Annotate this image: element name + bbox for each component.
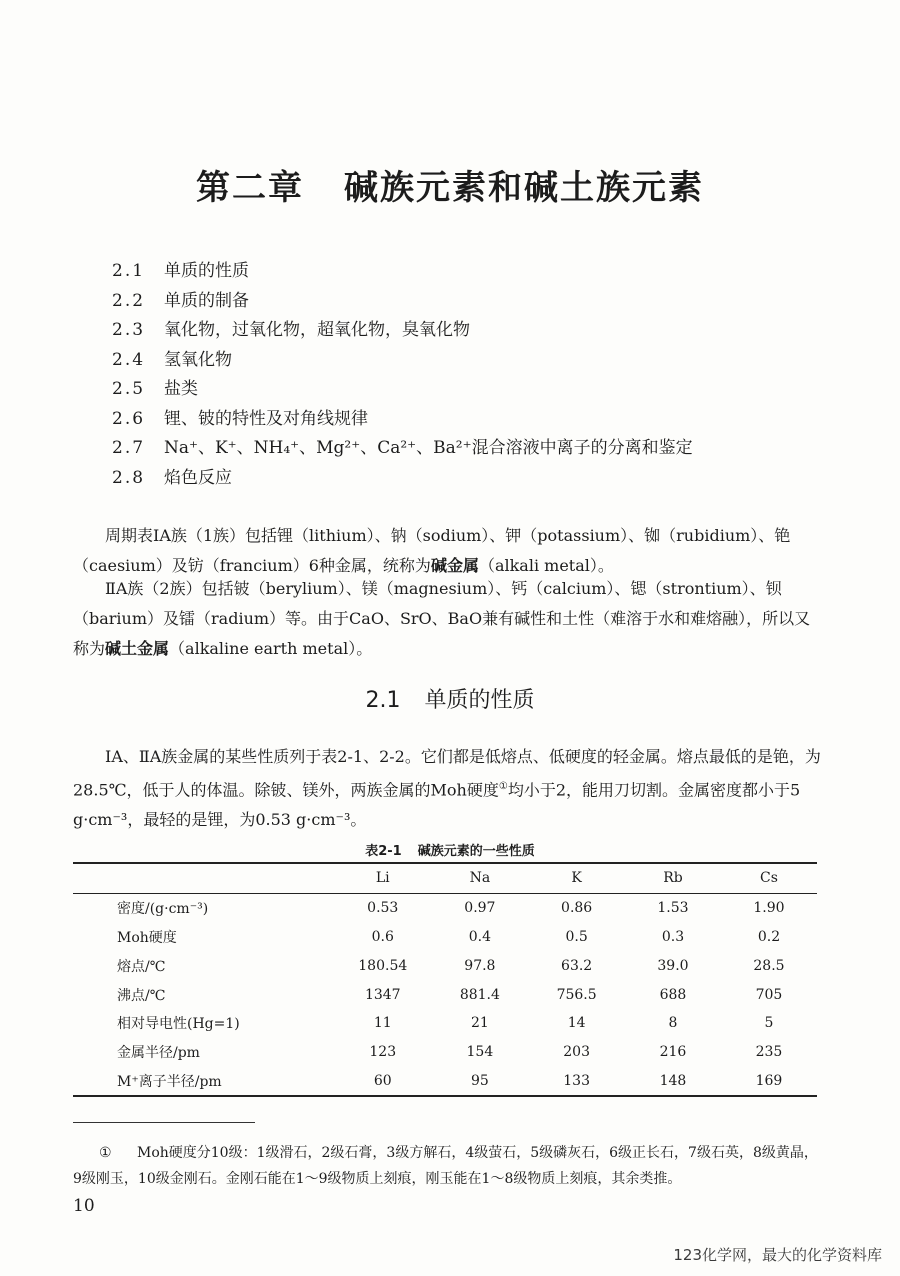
properties-table (73, 862, 817, 1097)
column-header: Na (469, 870, 491, 887)
table-cell: 148 (659, 1072, 687, 1089)
table-row (73, 923, 817, 952)
column-header: Li (375, 870, 390, 887)
toc-number: 2.1 (112, 261, 146, 281)
table-row (73, 1067, 817, 1097)
table-cell: 169 (755, 1072, 783, 1089)
toc-number: 2.7 (112, 438, 146, 458)
term-alkali-metal: 碱金属 (430, 556, 479, 575)
table-cell: 0.3 (661, 928, 685, 945)
table-cell: 0.86 (561, 900, 593, 917)
row-label: 熔点/℃ (117, 958, 166, 975)
toc-number: 2.5 (112, 379, 146, 399)
toc-text: Na⁺、K⁺、NH₄⁺、Mg²⁺、Ca²⁺、Ba²⁺混合溶液中离子的分离和鉴定 (164, 438, 693, 458)
toc-number: 2.6 (112, 408, 146, 429)
toc-number: 2.4 (112, 349, 146, 370)
table-cell: 95 (470, 1072, 489, 1089)
row-label: 密度/(g·cm⁻³) (117, 901, 209, 918)
row-label: 沸点/℃ (117, 987, 166, 1004)
section-title (0, 683, 900, 714)
table-cell: 688 (659, 986, 687, 1003)
table-cell: 28.5 (753, 957, 785, 974)
toc-text: 锂、铍的特性及对角线规律 (164, 408, 368, 429)
toc-item[interactable] (112, 433, 693, 463)
table-cell: 705 (755, 986, 783, 1003)
toc-item[interactable] (112, 256, 693, 286)
table-caption (0, 840, 900, 859)
table-cell: 60 (373, 1072, 392, 1089)
table-cell: 123 (369, 1044, 397, 1061)
term-alkaline-earth-metal: 碱土金属 (105, 639, 170, 658)
intro-paragraph-alkaline-earth (73, 574, 825, 664)
column-header: Rb (663, 870, 683, 887)
toc-item[interactable] (112, 315, 693, 345)
table-cell: 1.53 (657, 900, 689, 917)
table-row (73, 893, 817, 922)
table-cell: 21 (470, 1015, 489, 1032)
table-cell: 0.4 (468, 928, 492, 945)
table-cell: 0.6 (371, 928, 394, 945)
chapter-name: 碱族元素和碱土族元素 (344, 168, 704, 208)
intro-text: （alkaline earth metal）。 (169, 639, 373, 658)
table-cell: 154 (466, 1044, 494, 1061)
table-cell: 180.54 (358, 957, 408, 974)
footnote-reference[interactable]: ① (498, 781, 508, 792)
section-name: 单质的性质 (424, 688, 535, 713)
toc-text: 单质的制备 (164, 290, 249, 311)
row-label: 金属半径/pm (117, 1045, 200, 1062)
toc-item[interactable] (112, 463, 693, 493)
table-cell: 11 (373, 1015, 392, 1032)
table-cell: 203 (563, 1044, 590, 1061)
table-row (73, 1038, 817, 1067)
section-text: ⅠA、ⅡA族金属的某些性质列于表2-1、2-2。它们都是低熔点、低硬度的轻金属。熔点最低的是铯，为28.5℃，低于人的体温。除铍、镁外，两族金属的Moh硬度 (73, 747, 821, 800)
chapter-number: 第二章 (196, 168, 304, 208)
footnote-text: Moh硬度分10级：1级滑石，2级石膏，3级方解石，4级萤石，5级磷灰石，6级正长石，7级石英，8级黄晶，9级刚玉，10级金刚石。金刚石能在1～9级物质上刻痕，刚玉能在1～8级物质上刻痕，其余类推。 (73, 1145, 818, 1187)
footnote-mark: ① (99, 1145, 112, 1161)
watermark: 123化学网，最大的化学资料库 (673, 1246, 882, 1264)
row-label: Moh硬度 (117, 929, 177, 946)
toc-item[interactable] (112, 345, 693, 375)
toc-item[interactable] (112, 404, 693, 434)
page-number: 10 (73, 1196, 95, 1216)
toc-number: 2.3 (112, 320, 146, 340)
toc-number: 2.2 (112, 290, 146, 311)
table-cell: 216 (659, 1044, 687, 1061)
toc-number: 2.8 (112, 467, 146, 488)
intro-text: 周期表ⅠA族（1族）包括锂（lithium）、钠（sodium）、钾（potassium）、铷（rubidium）、铯（caesium）及钫（francium）6种金属，统称为 (73, 526, 791, 575)
table-cell: 0.2 (757, 928, 781, 945)
toc-text: 氢氧化物 (164, 349, 232, 370)
footnote-divider (73, 1122, 255, 1123)
toc-text: 焰色反应 (164, 467, 232, 488)
toc-text: 单质的性质 (164, 261, 249, 281)
table-cell: 14 (567, 1015, 586, 1032)
row-label: M⁺离子半径/pm (117, 1073, 222, 1090)
table-cell: 8 (668, 1015, 678, 1032)
column-header: Cs (760, 870, 778, 887)
column-header: K (571, 870, 582, 887)
toc-item[interactable] (112, 374, 693, 404)
toc-text: 盐类 (164, 379, 198, 399)
table-cell: 235 (755, 1044, 783, 1061)
toc-item[interactable] (112, 286, 693, 316)
footnote (73, 1140, 825, 1192)
toc-text: 氧化物，过氧化物，超氧化物，臭氧化物 (164, 320, 470, 340)
table-cell: 97.8 (464, 957, 496, 974)
table-cell: 0.5 (565, 928, 588, 945)
table-cell: 5 (764, 1015, 774, 1032)
table-number: 表2-1 (365, 844, 402, 859)
table-cell: 0.53 (367, 900, 399, 917)
header-blank (73, 863, 334, 893)
table-row (73, 951, 817, 980)
intro-paragraph-alkali (73, 521, 825, 581)
section-number: 2.1 (365, 688, 401, 713)
section-paragraph (73, 742, 825, 835)
section-text: 均小于2，能用刀切割。金属密度都小于5 g·cm⁻³，最轻的是锂，为0.53 g·cm⁻³。 (73, 780, 801, 830)
table-header-row (73, 863, 817, 893)
table-row (73, 980, 817, 1009)
table-cell: 1.90 (753, 900, 785, 917)
table-row (73, 1009, 817, 1038)
row-label: 相对导电性(Hg=1) (117, 1016, 240, 1033)
table-title: 碱族元素的一些性质 (417, 844, 535, 859)
table-cell: 133 (563, 1072, 590, 1089)
intro-text: ⅡA族（2族）包括铍（berylium）、镁（magnesium）、钙（calcium）、锶（strontium）、钡（barium）及镭（radium）等。由于CaO、SrO、BaO兼有碱性和土性（难溶于水和难熔融），所以又称为 (73, 579, 811, 658)
table-cell: 39.0 (657, 957, 689, 974)
intro-text: （alkali metal）。 (478, 556, 614, 575)
table-cell: 881.4 (459, 986, 500, 1003)
table-of-contents (112, 256, 693, 492)
table-cell: 1347 (364, 986, 401, 1003)
table-cell: 0.97 (464, 900, 496, 917)
table-cell: 63.2 (561, 957, 593, 974)
chapter-title (0, 160, 900, 209)
table-cell: 756.5 (556, 986, 597, 1003)
